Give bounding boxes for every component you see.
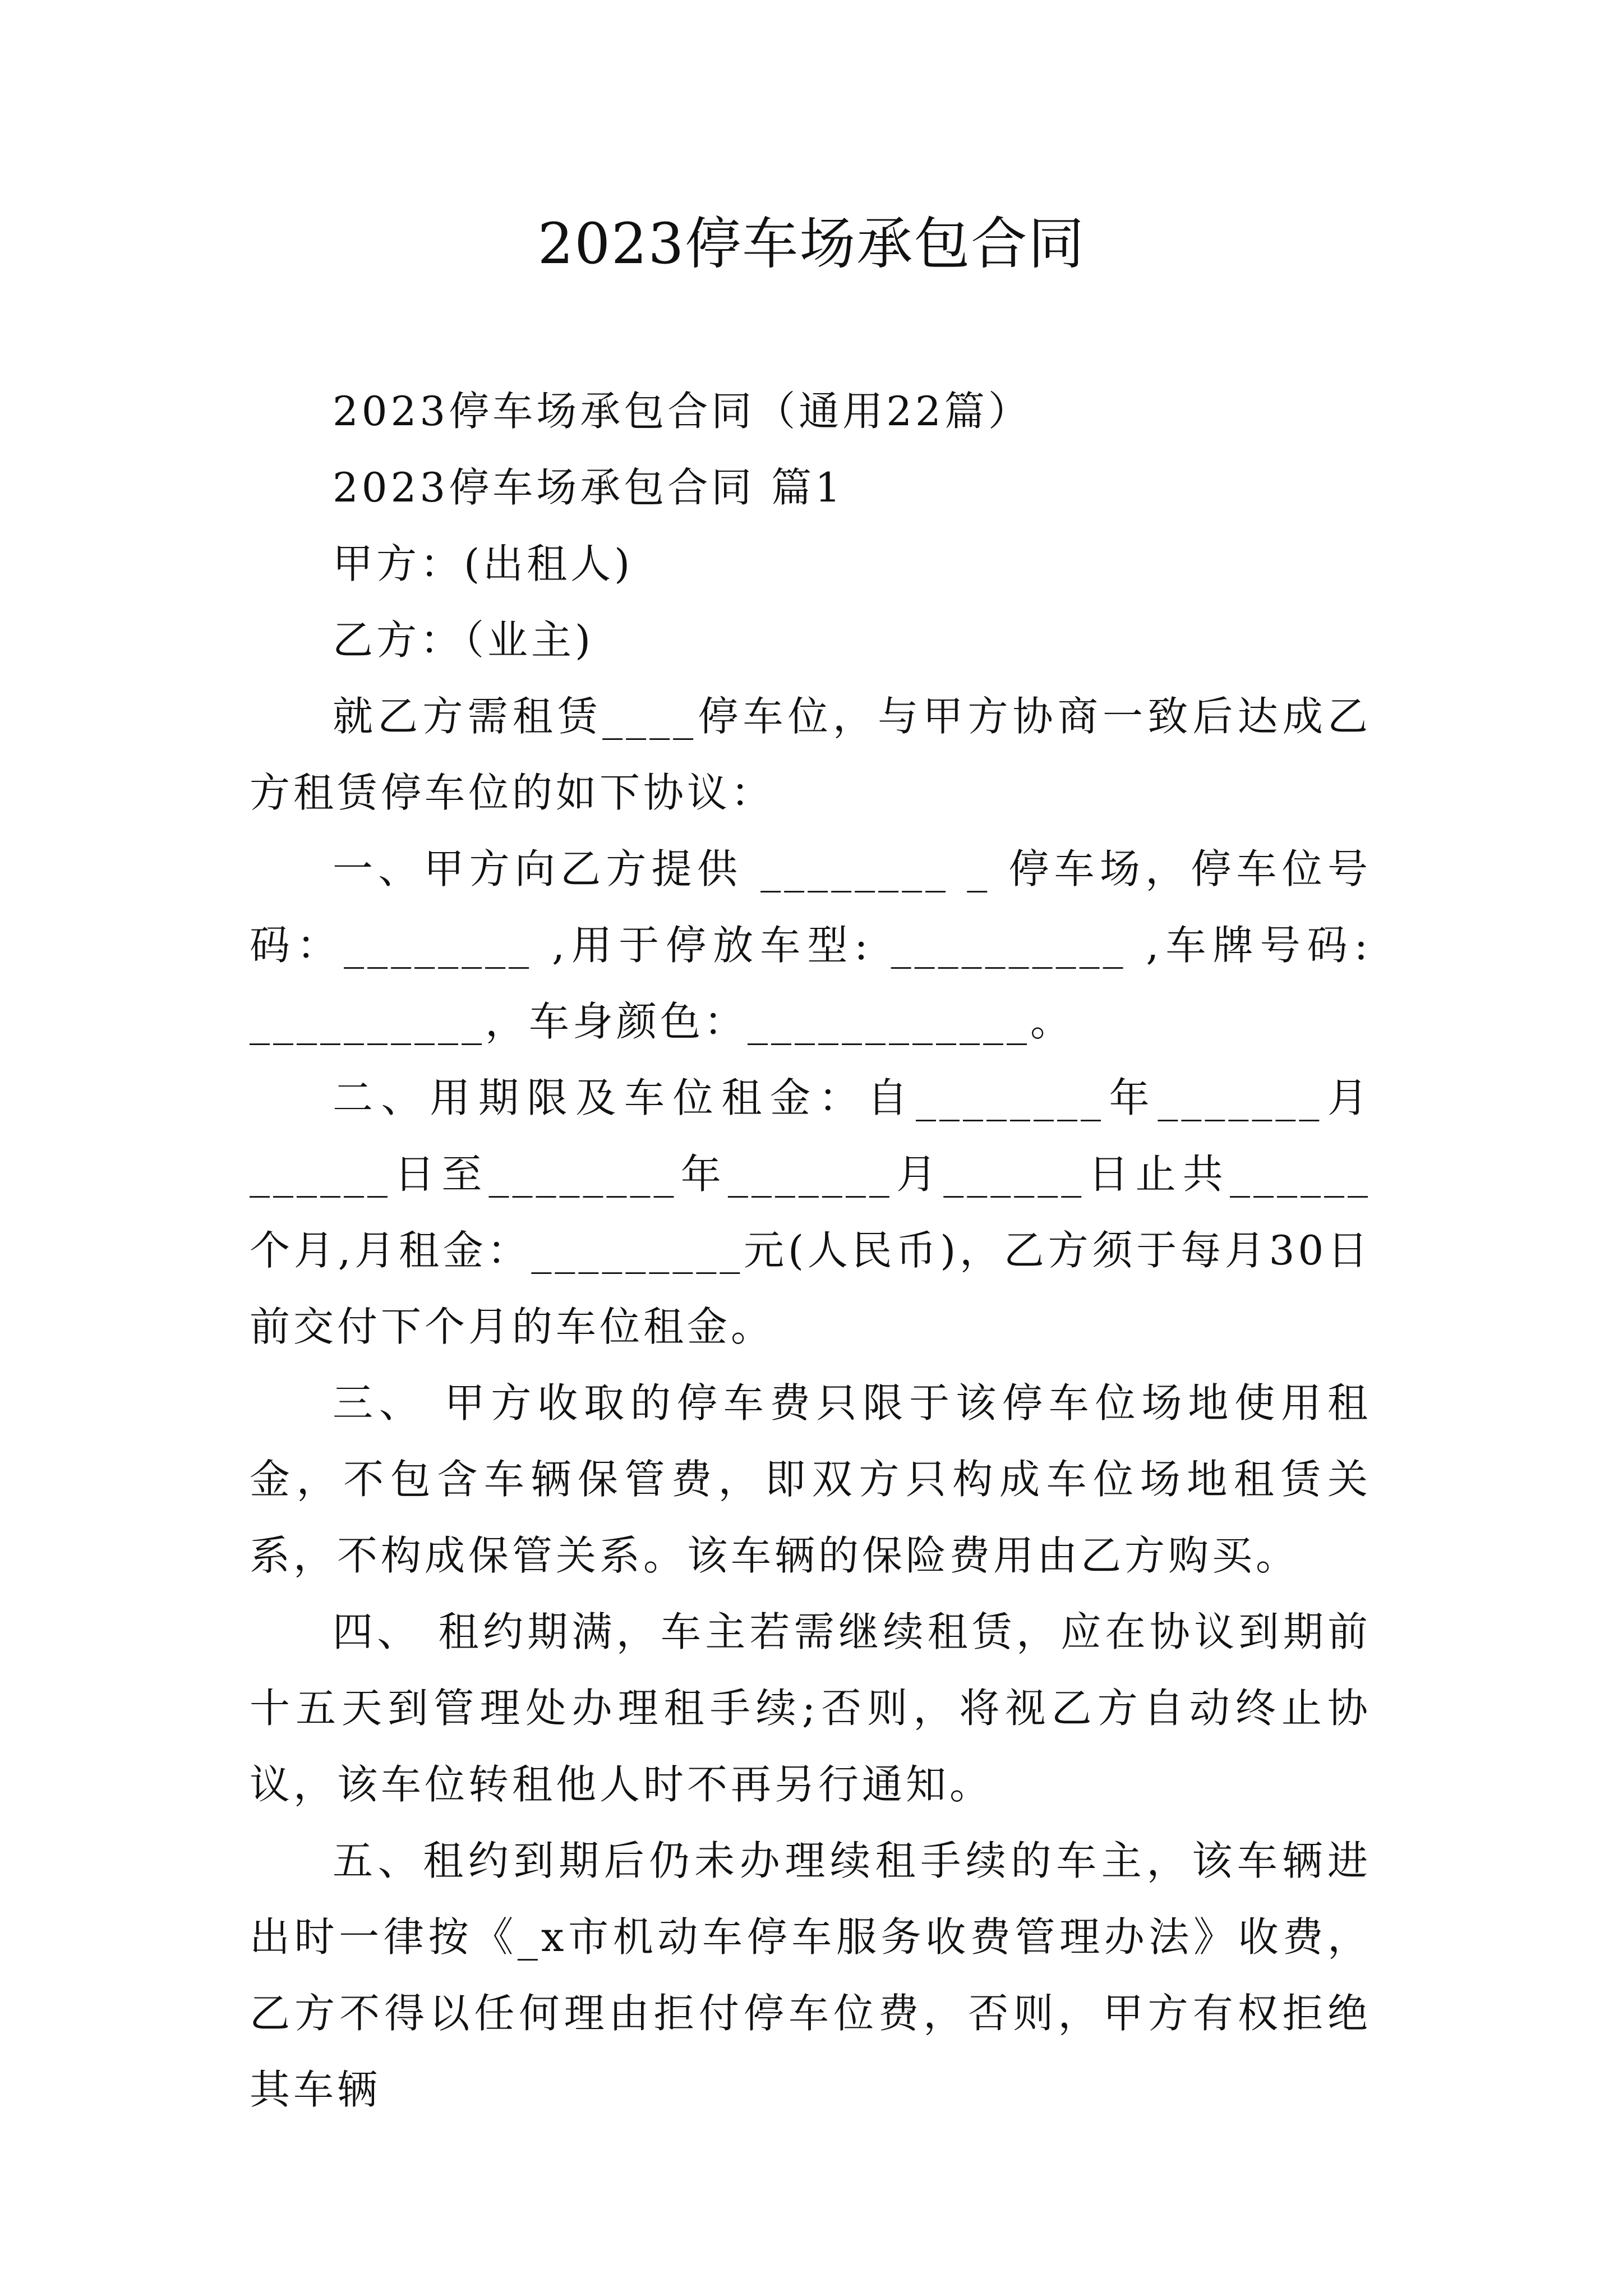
clause-1: 一、甲方向乙方提供 ________ _ 停车场，停车位号码：________ ,用于停放车型: __________ ,车牌号码: __________，车身颜色：____________。 — [250, 845, 1371, 1045]
party-b-line: 乙方：（业主) — [333, 616, 594, 664]
clause-3: 三、 甲方收取的停车费只限于该停车位场地使用租金，不包含车辆保管费，即双方只构成车位场地租赁关系，不构成保管关系。该车辆的保险费用由乙方购买。 — [250, 1379, 1371, 1579]
subtitle-paragraph: 2023停车场承包合同（通用22篇） — [333, 388, 1032, 435]
party-a-line: 甲方：(出租人) — [333, 540, 634, 587]
clause-2: 二、用期限及车位租金：自________年_______月______日至________年_______月______日止共______个月,月租金：_________元(人民币)，乙方须于每月30日前交付下个月的车位租金。 — [250, 1074, 1371, 1350]
clause-4: 四、 租约期满，车主若需继续租赁，应在协议到期前十五天到管理处办理租手续;否则，将视乙方自动终止协议，该车位转租他人时不再另行通知。 — [250, 1608, 1371, 1808]
section-heading: 2023停车场承包合同 篇1 — [333, 464, 844, 511]
clause-5: 五、租约到期后仍未办理续租手续的车主，该车辆进出时一律按《_x市机动车停车服务收费管理办法》收费，乙方不得以任何理由拒付停车位费，否则，甲方有权拒绝其车辆 — [250, 1837, 1371, 2113]
intro-paragraph: 就乙方需租赁____停车位，与甲方协商一致后达成乙方租赁停车位的如下协议： — [250, 693, 1371, 816]
document-title: 2023停车场承包合同 — [537, 211, 1086, 277]
document-body — [250, 373, 1371, 2128]
